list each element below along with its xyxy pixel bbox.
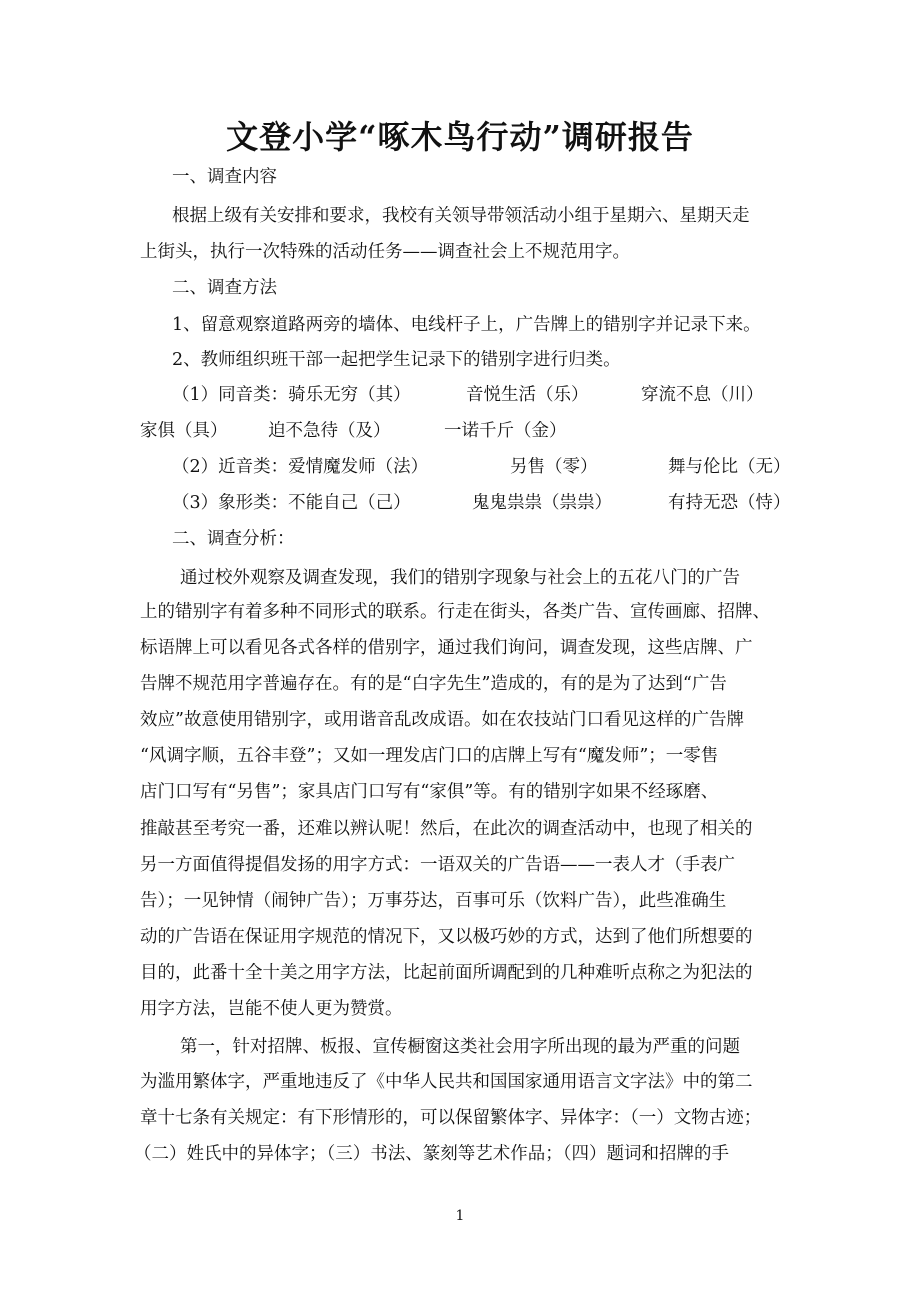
example-item: 有持无恐（恃） [668, 493, 791, 513]
paragraph-line: 效应”故意使用错别字，或用谐音乱改成语。如在农技站门口看见这样的广告牌 [140, 710, 744, 730]
paragraph-line: 另一方面值得提倡发扬的用字方式：一语双关的广告语——一表人才（手表广 [140, 855, 735, 875]
paragraph-line: 通过校外观察及调查发现，我们的错别字现象与社会上的五花八门的广告 [180, 568, 740, 588]
example-item: 另售（零） [510, 457, 598, 477]
paragraph-line: 上街头，执行一次特殊的活动任务——调查社会上不规范用字。 [140, 242, 630, 262]
example-item: 舞与伦比（无） [668, 457, 791, 477]
paragraph-line: 用字方法，岂能不使人更为赞赏。 [140, 999, 403, 1019]
near-sound-label: （2）近音类：爱情魔发师（法） [172, 457, 429, 477]
example-item: 一诺千斤（金） [444, 421, 567, 441]
example-item: 鬼鬼祟祟（祟祟） [472, 493, 612, 513]
paragraph-line: （二）姓氏中的异体字；（三）书法、篆刻等艺术作品；（四）题词和招牌的手 [134, 1144, 729, 1164]
paragraph-line: 为滥用繁体字，严重地违反了《中华人民共和国国家通用语言文字法》中的第二 [140, 1072, 753, 1092]
example-item: 迫不急待（及） [268, 421, 391, 441]
paragraph-line: 章十七条有关规定：有下形情形的，可以保留繁体字、异体字：（一）文物古迹； [140, 1108, 762, 1128]
paragraph-line: 目的，此番十全十美之用字方法，比起前面所调配到的几种难听点称之为犯法的 [140, 963, 753, 983]
page-number: 1 [455, 1208, 465, 1224]
method-step: 2、教师组织班干部一起把学生记录下的错别字进行归类。 [172, 350, 621, 370]
page-title: 文登小学“啄木鸟行动”调研报告 [226, 118, 694, 156]
paragraph-line: 推敲甚至考究一番，还难以辨认呢！然后，在此次的调查活动中，也现了相关的 [140, 819, 753, 839]
example-item: 音悦生活（乐） [466, 385, 589, 405]
paragraph-line: 动的广告语在保证用字规范的情况下，又以极巧妙的方式，达到了他们所想要的 [140, 927, 753, 947]
example-item: 穿流不息（川） [641, 385, 764, 405]
shape-label: （3）象形类：不能自己（己） [172, 493, 411, 513]
paragraph-line: 标语牌上可以看见各式各样的借别字，通过我们询问，调查发现，这些店牌、广 [140, 638, 753, 658]
paragraph-line: 上的错别字有着多种不同形式的联系。行走在街头，各类广告、宣传画廊、招牌、 [140, 602, 770, 622]
paragraph-line: “风调字顺，五谷丰登”；又如一理发店门口的店牌上写有“魔发师”；一零售 [140, 746, 719, 766]
paragraph-line: 告）；一见钟情（闹钟广告）；万事芬达，百事可乐（饮料广告），此些准确生 [140, 891, 727, 911]
homophone-label: （1）同音类：骑乐无穷（其） [172, 385, 411, 405]
paragraph-line: 第一，针对招牌、板报、宣传橱窗这类社会用字所出现的最为严重的问题 [180, 1037, 740, 1057]
section-heading-analysis: 二、调查分析： [172, 529, 295, 549]
method-step: 1、留意观察道路两旁的墙体、电线杆子上，广告牌上的错别字并记录下来。 [172, 315, 761, 335]
paragraph-line: 根据上级有关安排和要求，我校有关领导带领活动小组于星期六、星期天走 [172, 206, 750, 226]
section-heading-content: 一、调查内容 [172, 167, 277, 187]
paragraph-line: 店门口写有“另售”；家具店门口写有“家俱”等。有的错别字如果不经琢磨、 [140, 782, 719, 802]
example-item: 家俱（具） [140, 421, 228, 441]
section-heading-method: 二、调查方法 [172, 278, 277, 298]
paragraph-line: 告牌不规范用字普遍存在。有的是“白字先生”造成的，有的是为了达到“广告 [140, 674, 727, 694]
